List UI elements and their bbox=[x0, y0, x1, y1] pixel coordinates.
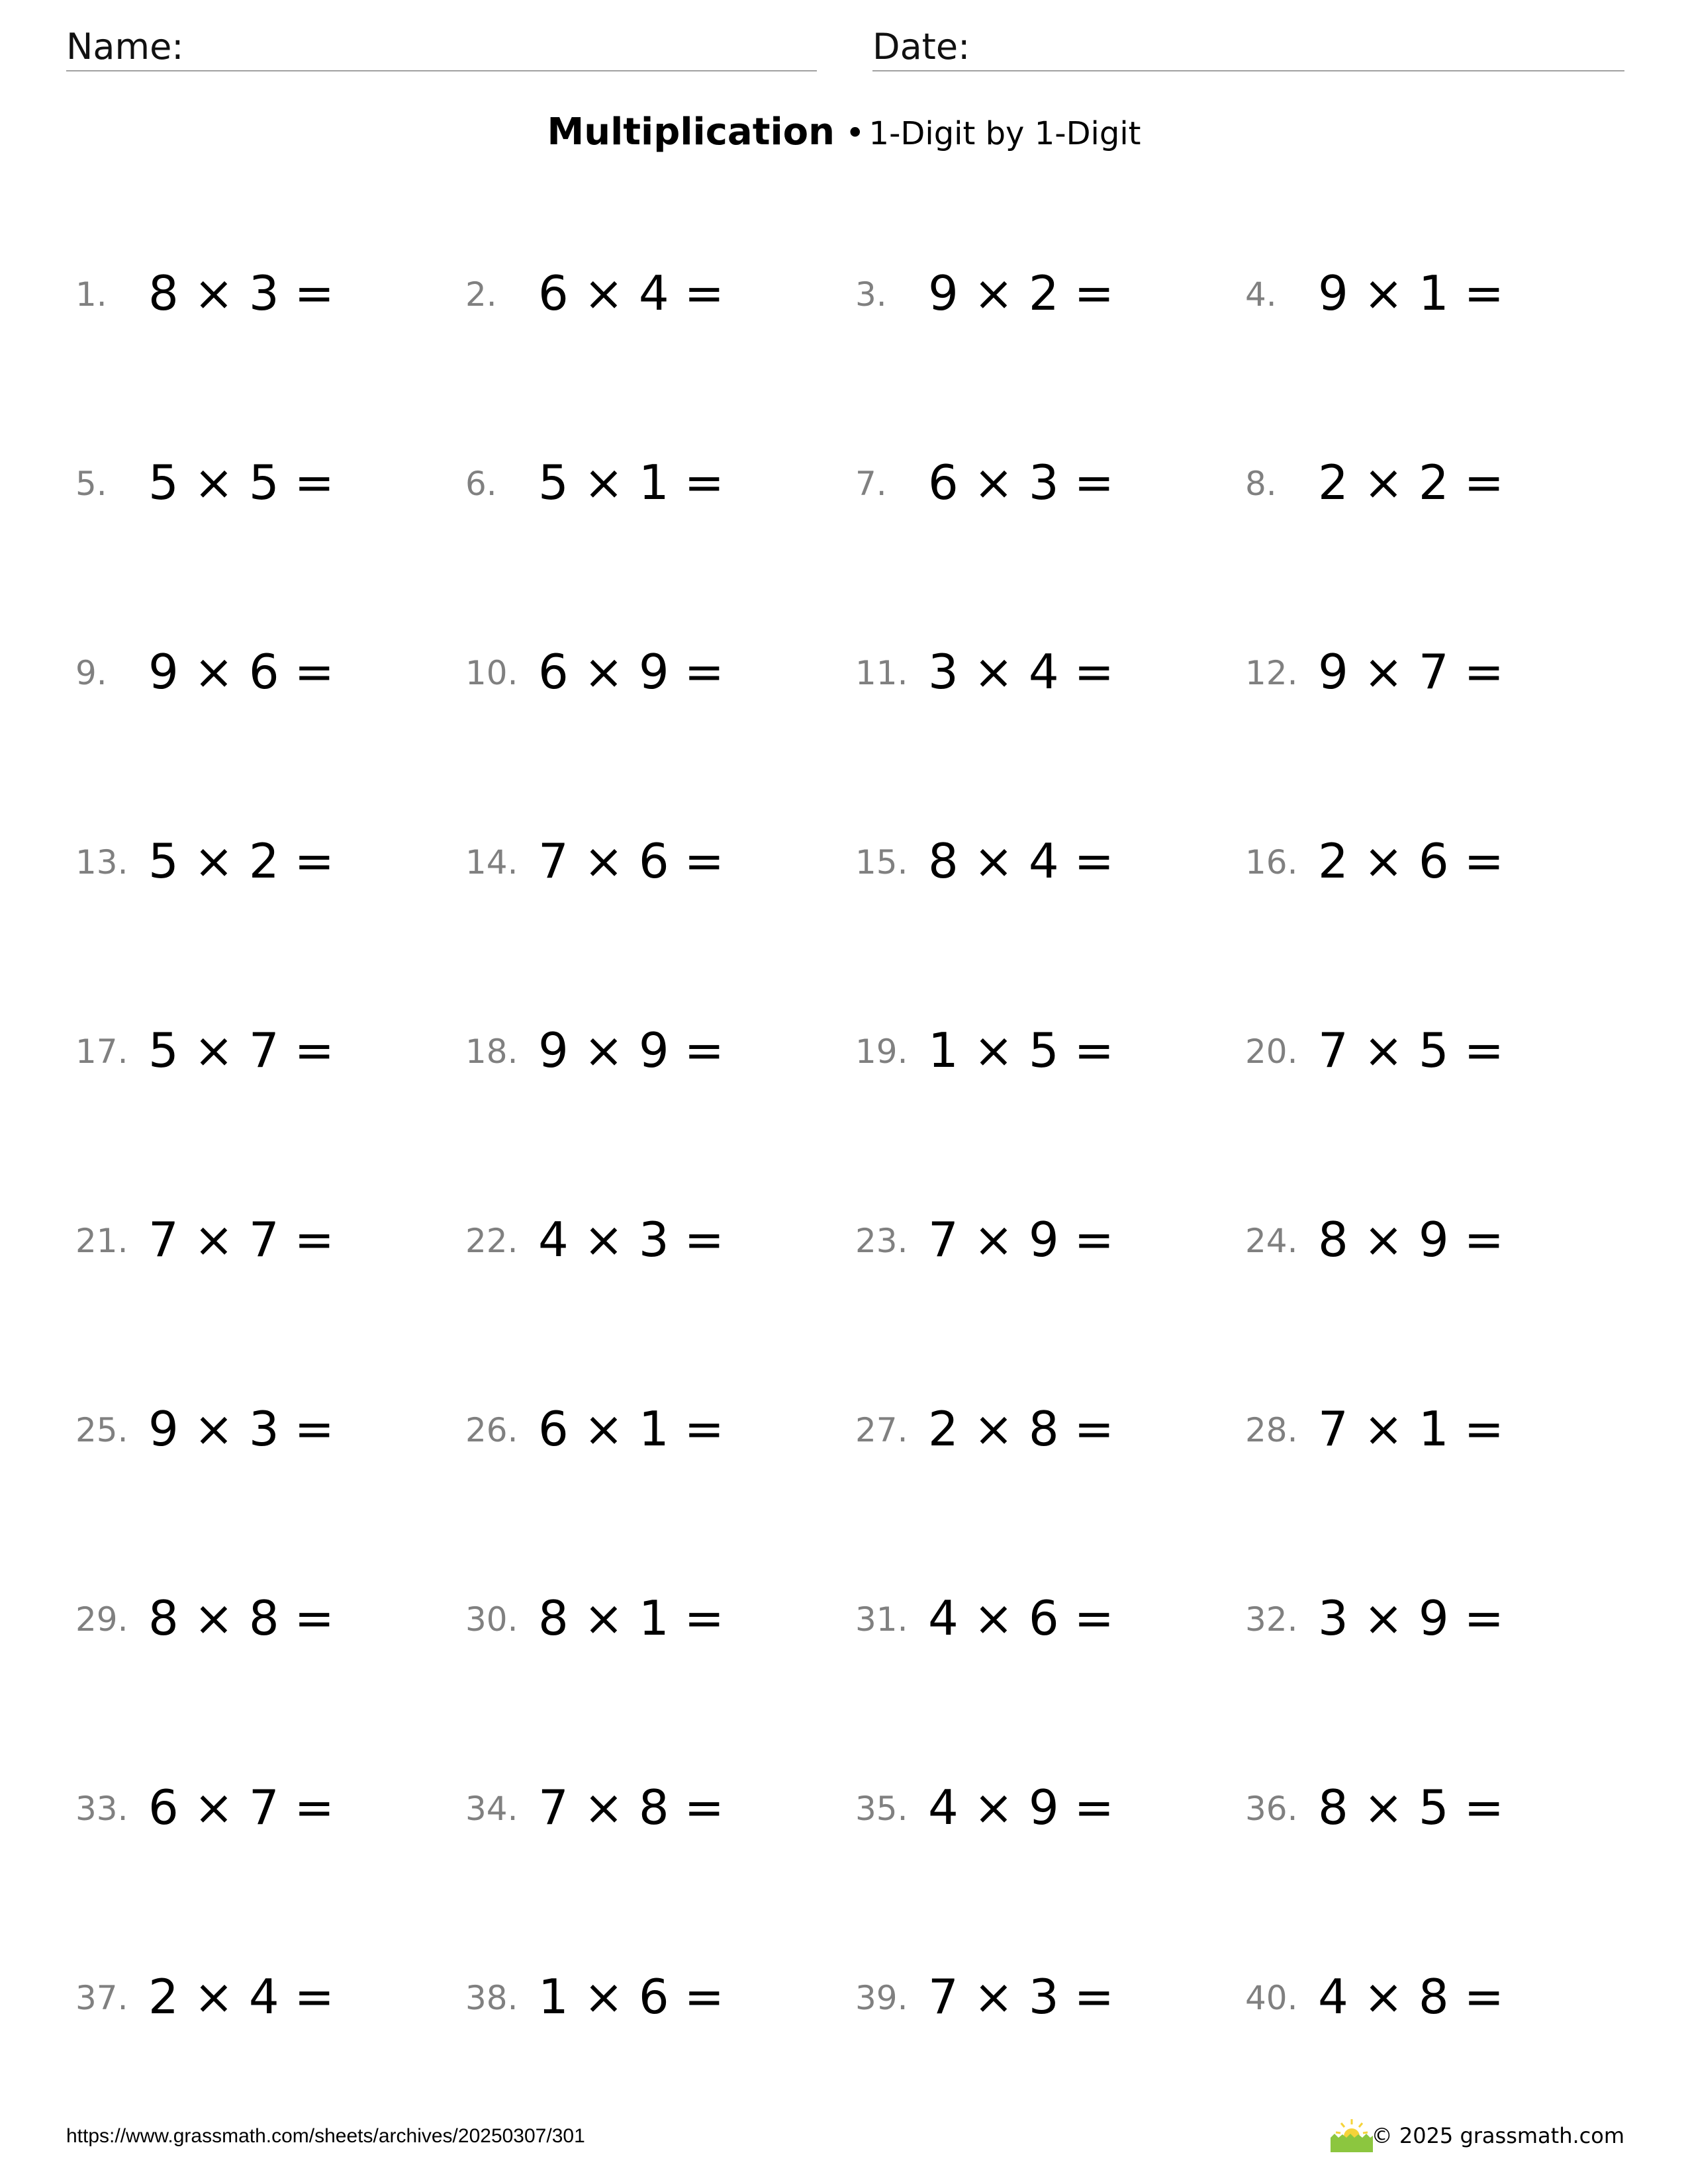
times-sign: × bbox=[583, 1023, 624, 1078]
times-sign: × bbox=[973, 1969, 1014, 2025]
problem-item bbox=[1245, 1357, 1635, 1546]
problem-number: 14. bbox=[465, 843, 518, 882]
factor-b: 5 bbox=[248, 455, 279, 510]
equals-sign: = bbox=[1074, 1590, 1114, 1646]
factor-a: 2 bbox=[1318, 833, 1348, 889]
factor-b: 3 bbox=[1028, 455, 1059, 510]
times-sign: × bbox=[1363, 833, 1404, 889]
equals-sign: = bbox=[684, 833, 724, 889]
problem-item bbox=[1245, 600, 1635, 789]
times-sign: × bbox=[193, 1780, 234, 1835]
problem-number: 17. bbox=[75, 1032, 128, 1071]
problem-number: 6. bbox=[465, 465, 497, 503]
worksheet-title bbox=[0, 106, 1688, 160]
equals-sign: = bbox=[294, 644, 334, 700]
problem-number: 20. bbox=[1245, 1032, 1298, 1071]
problem-number: 39. bbox=[855, 1979, 908, 2017]
factor-a: 4 bbox=[928, 1780, 959, 1835]
problem-expression bbox=[1318, 1399, 1504, 1459]
equals-sign: = bbox=[684, 644, 724, 700]
equals-sign: = bbox=[1074, 265, 1114, 321]
footer-url[interactable]: https://www.grassmath.com/sheets/archives/20250307/301 bbox=[66, 2125, 585, 2147]
equals-sign: = bbox=[684, 1590, 724, 1646]
problem-number: 7. bbox=[855, 465, 887, 503]
factor-a: 8 bbox=[148, 1590, 179, 1646]
problem-expression bbox=[928, 1588, 1114, 1648]
problem-item bbox=[465, 1167, 855, 1357]
factor-a: 6 bbox=[538, 644, 569, 700]
factor-b: 7 bbox=[1418, 644, 1449, 700]
problem-number: 21. bbox=[75, 1222, 128, 1260]
factor-a: 6 bbox=[538, 1401, 569, 1457]
factor-a: 7 bbox=[538, 833, 569, 889]
problem-number: 3. bbox=[855, 275, 887, 314]
factor-b: 9 bbox=[638, 644, 669, 700]
equals-sign: = bbox=[294, 455, 334, 510]
factor-b: 5 bbox=[1418, 1780, 1449, 1835]
factor-b: 5 bbox=[1418, 1023, 1449, 1078]
problem-item bbox=[75, 1546, 465, 1735]
factor-a: 7 bbox=[1318, 1401, 1348, 1457]
factor-b: 9 bbox=[1418, 1590, 1449, 1646]
equals-sign: = bbox=[1464, 265, 1504, 321]
factor-b: 3 bbox=[1028, 1969, 1059, 2025]
problem-expression bbox=[148, 453, 334, 512]
times-sign: × bbox=[193, 1212, 234, 1267]
grass bbox=[1331, 2138, 1373, 2152]
times-sign: × bbox=[973, 265, 1014, 321]
factor-b: 2 bbox=[1028, 265, 1059, 321]
factor-a: 6 bbox=[538, 265, 569, 321]
equals-sign: = bbox=[1464, 833, 1504, 889]
times-sign: × bbox=[583, 1590, 624, 1646]
problem-number: 5. bbox=[75, 465, 107, 503]
problem-expression bbox=[148, 831, 334, 891]
factor-b: 8 bbox=[1418, 1969, 1449, 2025]
equals-sign: = bbox=[1464, 455, 1504, 510]
problem-item bbox=[1245, 978, 1635, 1167]
problem-number: 10. bbox=[465, 654, 518, 692]
equals-sign: = bbox=[1464, 1212, 1504, 1267]
problem-number: 40. bbox=[1245, 1979, 1298, 2017]
factor-a: 5 bbox=[148, 1023, 179, 1078]
factor-b: 1 bbox=[638, 1401, 669, 1457]
equals-sign: = bbox=[1074, 1401, 1114, 1457]
problem-expression bbox=[928, 1210, 1114, 1269]
problem-number: 30. bbox=[465, 1600, 518, 1639]
problem-number: 15. bbox=[855, 843, 908, 882]
problem-expression bbox=[1318, 263, 1504, 323]
factor-b: 6 bbox=[638, 833, 669, 889]
times-sign: × bbox=[1363, 1969, 1404, 2025]
sun-over-grass-icon bbox=[1328, 2116, 1376, 2154]
problem-expression bbox=[538, 1778, 724, 1837]
problem-number: 8. bbox=[1245, 465, 1277, 503]
factor-b: 4 bbox=[1028, 833, 1059, 889]
problem-expression bbox=[148, 1021, 334, 1080]
problem-number: 28. bbox=[1245, 1411, 1298, 1449]
factor-a: 9 bbox=[928, 265, 959, 321]
factor-b: 1 bbox=[1418, 265, 1449, 321]
problem-item bbox=[855, 978, 1245, 1167]
problem-item bbox=[75, 1925, 465, 2114]
equals-sign: = bbox=[1074, 1023, 1114, 1078]
factor-a: 5 bbox=[148, 455, 179, 510]
problem-item bbox=[75, 600, 465, 789]
equals-sign: = bbox=[1464, 644, 1504, 700]
factor-b: 8 bbox=[638, 1780, 669, 1835]
title-subtitle: 1-Digit by 1-Digit bbox=[868, 115, 1141, 152]
equals-sign: = bbox=[684, 455, 724, 510]
problem-item bbox=[465, 600, 855, 789]
problem-item bbox=[1245, 1925, 1635, 2114]
problem-item bbox=[1245, 1167, 1635, 1357]
factor-a: 3 bbox=[928, 644, 959, 700]
factor-a: 7 bbox=[148, 1212, 179, 1267]
problem-number: 4. bbox=[1245, 275, 1277, 314]
factor-b: 7 bbox=[248, 1780, 279, 1835]
problem-item bbox=[465, 1546, 855, 1735]
factor-a: 3 bbox=[1318, 1590, 1348, 1646]
equals-sign: = bbox=[294, 1401, 334, 1457]
equals-sign: = bbox=[684, 1401, 724, 1457]
factor-a: 6 bbox=[928, 455, 959, 510]
equals-sign: = bbox=[294, 265, 334, 321]
problem-item bbox=[855, 789, 1245, 978]
problem-item bbox=[75, 978, 465, 1167]
factor-a: 2 bbox=[928, 1401, 959, 1457]
factor-a: 4 bbox=[1318, 1969, 1348, 2025]
times-sign: × bbox=[193, 1590, 234, 1646]
problem-expression bbox=[928, 1967, 1114, 2026]
factor-b: 9 bbox=[638, 1023, 669, 1078]
date-label: Date: bbox=[872, 26, 970, 68]
times-sign: × bbox=[973, 833, 1014, 889]
problem-expression bbox=[1318, 1210, 1504, 1269]
factor-b: 1 bbox=[638, 455, 669, 510]
problem-number: 36. bbox=[1245, 1790, 1298, 1828]
factor-b: 7 bbox=[248, 1023, 279, 1078]
equals-sign: = bbox=[294, 833, 334, 889]
factor-b: 4 bbox=[638, 265, 669, 321]
times-sign: × bbox=[973, 644, 1014, 700]
title-main: Multiplication bbox=[547, 111, 835, 154]
times-sign: × bbox=[973, 1401, 1014, 1457]
problem-item bbox=[855, 1925, 1245, 2114]
problem-item bbox=[855, 1357, 1245, 1546]
factor-a: 7 bbox=[928, 1969, 959, 2025]
factor-b: 2 bbox=[248, 833, 279, 889]
times-sign: × bbox=[973, 1590, 1014, 1646]
problem-expression bbox=[538, 1021, 724, 1080]
equals-sign: = bbox=[1464, 1780, 1504, 1835]
problem-expression bbox=[1318, 1588, 1504, 1648]
problem-item bbox=[465, 1735, 855, 1925]
equals-sign: = bbox=[294, 1023, 334, 1078]
factor-b: 8 bbox=[248, 1590, 279, 1646]
times-sign: × bbox=[1363, 1212, 1404, 1267]
problem-number: 37. bbox=[75, 1979, 128, 2017]
problem-item bbox=[855, 1167, 1245, 1357]
problem-expression bbox=[148, 1778, 334, 1837]
problem-item bbox=[1245, 1735, 1635, 1925]
problem-item bbox=[75, 1357, 465, 1546]
equals-sign: = bbox=[1074, 1780, 1114, 1835]
factor-b: 9 bbox=[1028, 1212, 1059, 1267]
footer-copyright: © 2025 grassmath.com bbox=[1371, 2123, 1624, 2148]
equals-sign: = bbox=[684, 1780, 724, 1835]
problem-item bbox=[75, 1735, 465, 1925]
times-sign: × bbox=[583, 1401, 624, 1457]
problem-number: 26. bbox=[465, 1411, 518, 1449]
problem-item bbox=[1245, 789, 1635, 978]
times-sign: × bbox=[193, 833, 234, 889]
factor-a: 4 bbox=[538, 1212, 569, 1267]
problem-expression bbox=[928, 642, 1114, 702]
problem-number: 2. bbox=[465, 275, 497, 314]
factor-a: 8 bbox=[928, 833, 959, 889]
problem-expression bbox=[1318, 453, 1504, 512]
factor-b: 3 bbox=[638, 1212, 669, 1267]
factor-b: 9 bbox=[1028, 1780, 1059, 1835]
times-sign: × bbox=[1363, 455, 1404, 510]
problem-item bbox=[855, 1735, 1245, 1925]
problem-expression bbox=[538, 642, 724, 702]
problem-number: 31. bbox=[855, 1600, 908, 1639]
problem-expression bbox=[928, 1778, 1114, 1837]
equals-sign: = bbox=[684, 265, 724, 321]
times-sign: × bbox=[193, 1023, 234, 1078]
factor-a: 5 bbox=[148, 833, 179, 889]
factor-a: 2 bbox=[148, 1969, 179, 2025]
name-field[interactable] bbox=[66, 24, 817, 71]
problem-number: 9. bbox=[75, 654, 107, 692]
equals-sign: = bbox=[684, 1969, 724, 2025]
problem-item bbox=[465, 1357, 855, 1546]
problem-item bbox=[75, 221, 465, 410]
problem-expression bbox=[1318, 1021, 1504, 1080]
factor-a: 8 bbox=[1318, 1212, 1348, 1267]
equals-sign: = bbox=[1074, 1212, 1114, 1267]
problem-expression bbox=[928, 453, 1114, 512]
factor-a: 4 bbox=[928, 1590, 959, 1646]
problem-expression bbox=[538, 453, 724, 512]
title-separator: • bbox=[845, 114, 865, 152]
name-label: Name: bbox=[66, 26, 184, 68]
times-sign: × bbox=[193, 455, 234, 510]
factor-a: 8 bbox=[148, 265, 179, 321]
factor-b: 4 bbox=[248, 1969, 279, 2025]
equals-sign: = bbox=[1464, 1023, 1504, 1078]
problem-number: 33. bbox=[75, 1790, 128, 1828]
problem-expression bbox=[928, 1399, 1114, 1459]
problem-number: 35. bbox=[855, 1790, 908, 1828]
problem-expression bbox=[148, 642, 334, 702]
equals-sign: = bbox=[1074, 1969, 1114, 2025]
factor-a: 1 bbox=[928, 1023, 959, 1078]
problem-item bbox=[855, 1546, 1245, 1735]
problem-expression bbox=[928, 1021, 1114, 1080]
problem-number: 27. bbox=[855, 1411, 908, 1449]
times-sign: × bbox=[583, 265, 624, 321]
times-sign: × bbox=[583, 644, 624, 700]
problem-expression bbox=[1318, 1778, 1504, 1837]
problem-item bbox=[1245, 221, 1635, 410]
times-sign: × bbox=[973, 1212, 1014, 1267]
times-sign: × bbox=[1363, 265, 1404, 321]
problem-number: 29. bbox=[75, 1600, 128, 1639]
times-sign: × bbox=[1363, 1401, 1404, 1457]
problem-number: 11. bbox=[855, 654, 908, 692]
problem-expression bbox=[1318, 831, 1504, 891]
equals-sign: = bbox=[1464, 1590, 1504, 1646]
problem-expression bbox=[928, 263, 1114, 323]
factor-a: 5 bbox=[538, 455, 569, 510]
factor-a: 1 bbox=[538, 1969, 569, 2025]
factor-a: 7 bbox=[1318, 1023, 1348, 1078]
problem-item bbox=[855, 221, 1245, 410]
equals-sign: = bbox=[294, 1590, 334, 1646]
problem-number: 19. bbox=[855, 1032, 908, 1071]
problem-expression bbox=[928, 831, 1114, 891]
factor-b: 8 bbox=[1028, 1401, 1059, 1457]
times-sign: × bbox=[583, 455, 624, 510]
problem-number: 18. bbox=[465, 1032, 518, 1071]
problem-item bbox=[1245, 410, 1635, 600]
problem-expression bbox=[148, 263, 334, 323]
problem-item bbox=[465, 221, 855, 410]
equals-sign: = bbox=[294, 1780, 334, 1835]
times-sign: × bbox=[973, 1780, 1014, 1835]
equals-sign: = bbox=[1464, 1969, 1504, 2025]
times-sign: × bbox=[1363, 1023, 1404, 1078]
factor-a: 8 bbox=[1318, 1780, 1348, 1835]
problem-expression bbox=[538, 1210, 724, 1269]
times-sign: × bbox=[583, 1212, 624, 1267]
times-sign: × bbox=[973, 455, 1014, 510]
problem-expression bbox=[538, 1967, 724, 2026]
times-sign: × bbox=[193, 1969, 234, 2025]
factor-b: 1 bbox=[638, 1590, 669, 1646]
times-sign: × bbox=[193, 265, 234, 321]
problem-item bbox=[465, 789, 855, 978]
equals-sign: = bbox=[1074, 644, 1114, 700]
problem-expression bbox=[1318, 1967, 1504, 2026]
problem-expression bbox=[148, 1588, 334, 1648]
problem-item bbox=[75, 789, 465, 978]
problem-item bbox=[75, 1167, 465, 1357]
factor-a: 9 bbox=[1318, 265, 1348, 321]
factor-b: 1 bbox=[1418, 1401, 1449, 1457]
times-sign: × bbox=[583, 1969, 624, 2025]
problem-number: 23. bbox=[855, 1222, 908, 1260]
problem-expression bbox=[148, 1399, 334, 1459]
equals-sign: = bbox=[1074, 833, 1114, 889]
factor-b: 5 bbox=[1028, 1023, 1059, 1078]
times-sign: × bbox=[583, 833, 624, 889]
problem-number: 1. bbox=[75, 275, 107, 314]
problem-item bbox=[465, 978, 855, 1167]
equals-sign: = bbox=[294, 1969, 334, 2025]
factor-b: 6 bbox=[248, 644, 279, 700]
problem-number: 22. bbox=[465, 1222, 518, 1260]
factor-b: 7 bbox=[248, 1212, 279, 1267]
problem-expression bbox=[148, 1210, 334, 1269]
factor-a: 6 bbox=[148, 1780, 179, 1835]
problem-item bbox=[465, 410, 855, 600]
times-sign: × bbox=[1363, 1590, 1404, 1646]
times-sign: × bbox=[193, 644, 234, 700]
problem-item bbox=[1245, 1546, 1635, 1735]
equals-sign: = bbox=[684, 1023, 724, 1078]
problem-expression bbox=[1318, 642, 1504, 702]
problem-number: 34. bbox=[465, 1790, 518, 1828]
factor-a: 9 bbox=[538, 1023, 569, 1078]
problem-number: 32. bbox=[1245, 1600, 1298, 1639]
times-sign: × bbox=[1363, 1780, 1404, 1835]
factor-b: 9 bbox=[1418, 1212, 1449, 1267]
factor-b: 6 bbox=[638, 1969, 669, 2025]
problem-expression bbox=[148, 1967, 334, 2026]
problem-item bbox=[855, 410, 1245, 600]
problem-number: 13. bbox=[75, 843, 128, 882]
problem-item bbox=[855, 600, 1245, 789]
equals-sign: = bbox=[294, 1212, 334, 1267]
factor-b: 3 bbox=[248, 1401, 279, 1457]
factor-a: 7 bbox=[538, 1780, 569, 1835]
equals-sign: = bbox=[684, 1212, 724, 1267]
factor-b: 6 bbox=[1028, 1590, 1059, 1646]
date-field[interactable] bbox=[872, 24, 1624, 71]
factor-a: 8 bbox=[538, 1590, 569, 1646]
equals-sign: = bbox=[1464, 1401, 1504, 1457]
problem-item bbox=[75, 410, 465, 600]
problem-expression bbox=[538, 1588, 724, 1648]
factor-b: 4 bbox=[1028, 644, 1059, 700]
problem-expression bbox=[538, 831, 724, 891]
problem-grid bbox=[75, 221, 1638, 2114]
problem-number: 12. bbox=[1245, 654, 1298, 692]
factor-b: 6 bbox=[1418, 833, 1449, 889]
problem-number: 16. bbox=[1245, 843, 1298, 882]
factor-b: 3 bbox=[248, 265, 279, 321]
factor-b: 2 bbox=[1418, 455, 1449, 510]
factor-a: 2 bbox=[1318, 455, 1348, 510]
factor-a: 9 bbox=[148, 1401, 179, 1457]
factor-a: 9 bbox=[1318, 644, 1348, 700]
problem-number: 24. bbox=[1245, 1222, 1298, 1260]
times-sign: × bbox=[193, 1401, 234, 1457]
times-sign: × bbox=[1363, 644, 1404, 700]
problem-expression bbox=[538, 263, 724, 323]
problem-expression bbox=[538, 1399, 724, 1459]
factor-a: 7 bbox=[928, 1212, 959, 1267]
times-sign: × bbox=[973, 1023, 1014, 1078]
times-sign: × bbox=[583, 1780, 624, 1835]
problem-item bbox=[465, 1925, 855, 2114]
factor-a: 9 bbox=[148, 644, 179, 700]
equals-sign: = bbox=[1074, 455, 1114, 510]
problem-number: 38. bbox=[465, 1979, 518, 2017]
problem-number: 25. bbox=[75, 1411, 128, 1449]
